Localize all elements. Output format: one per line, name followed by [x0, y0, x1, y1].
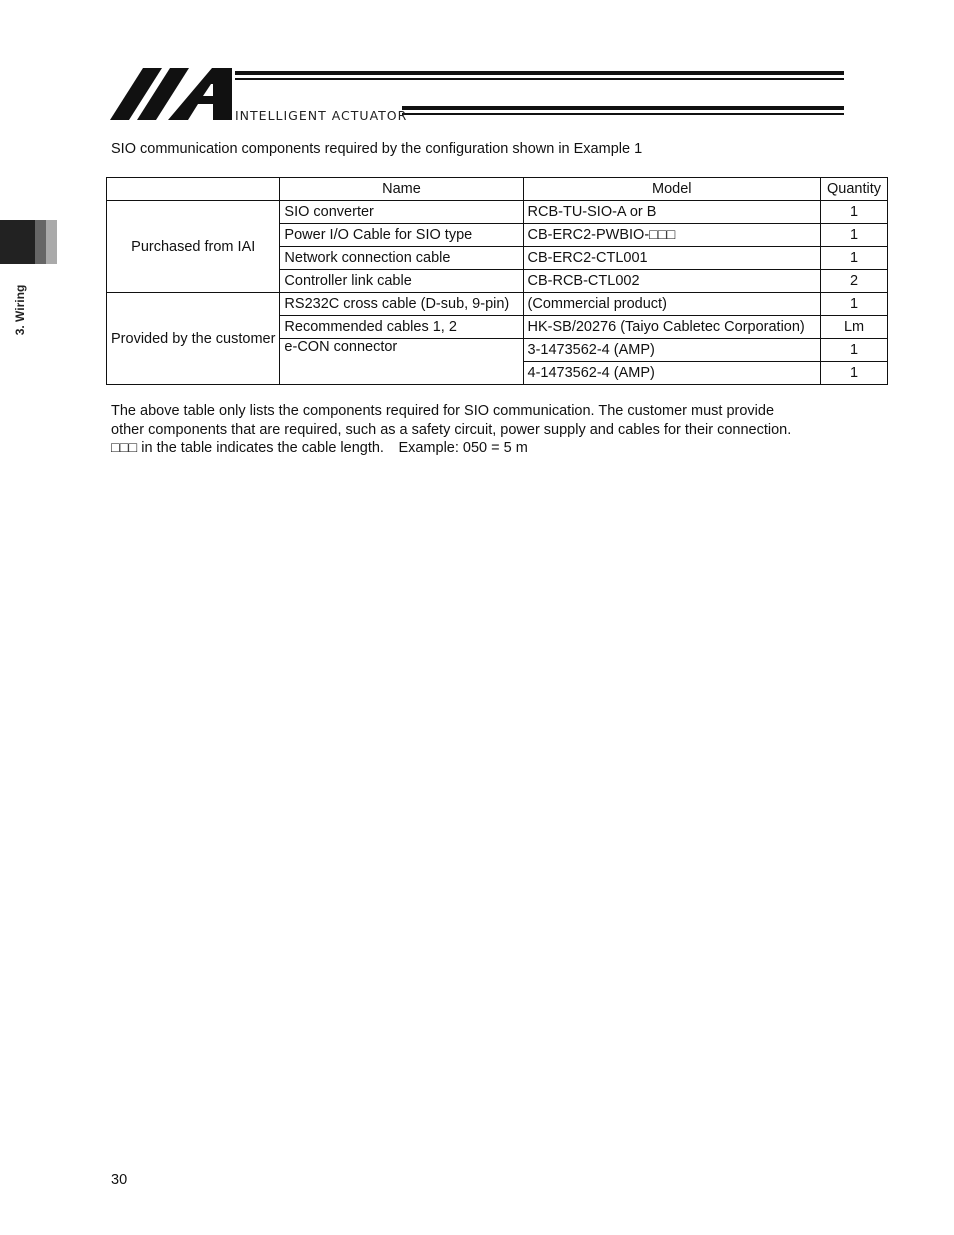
cell-quantity: 1 [821, 339, 888, 362]
cell-model: 4-1473562-4 (AMP) [523, 362, 821, 385]
group-label: Provided by the customer [107, 293, 280, 385]
logo-wordmark: INTELLIGENT ACTUATOR [235, 108, 408, 123]
cell-quantity: 1 [821, 362, 888, 385]
components-table [106, 177, 888, 385]
chapter-label: 3. Wiring [13, 284, 27, 336]
intro-text: SIO communication components required by the configuration shown in Example 1 [111, 141, 643, 157]
cell-model: CB-RCB-CTL002 [523, 270, 821, 293]
cell-quantity: 1 [821, 201, 888, 224]
cell-name: SIO converter [280, 201, 523, 224]
cell-name: e-CON connector [280, 339, 523, 385]
table-header-row [107, 178, 888, 201]
cell-name: Recommended cables 1, 2 [280, 316, 523, 339]
cell-quantity: Lm [821, 316, 888, 339]
table-row [107, 201, 888, 224]
iai-logo-mark [110, 68, 845, 126]
cell-model: CB-ERC2-PWBIO-□□□ [523, 224, 821, 247]
header-name: Name [280, 178, 523, 201]
company-logo [110, 68, 845, 126]
cell-quantity: 1 [821, 293, 888, 316]
chapter-tab [0, 220, 57, 264]
note-line: □□□ in the table indicates the cable length. Example: 050 = 5 m [111, 440, 528, 456]
cell-model: HK-SB/20276 (Taiyo Cabletec Corporation) [523, 316, 821, 339]
notes [111, 402, 791, 458]
header-quantity: Quantity [821, 178, 888, 201]
cell-model: 3-1473562-4 (AMP) [523, 339, 821, 362]
cell-name: Network connection cable [280, 247, 523, 270]
cell-quantity: 1 [821, 224, 888, 247]
cell-quantity: 1 [821, 247, 888, 270]
cell-model: RCB-TU-SIO-A or B [523, 201, 821, 224]
cell-name: RS232C cross cable (D-sub, 9-pin) [280, 293, 523, 316]
header-model: Model [523, 178, 821, 201]
cell-name: Controller link cable [280, 270, 523, 293]
note-line: The above table only lists the components required for SIO communication. The customer must provide [111, 403, 775, 419]
cell-quantity: 2 [821, 270, 888, 293]
table-row [107, 293, 888, 316]
header-group [107, 178, 280, 201]
page-number: 30 [111, 1172, 128, 1188]
note-line: other components that are required, such as a safety circuit, power supply and cables for their connection. [111, 421, 792, 438]
cell-name: Power I/O Cable for SIO type [280, 224, 523, 247]
cell-model: CB-ERC2-CTL001 [523, 247, 821, 270]
group-label: Purchased from IAI [107, 201, 280, 293]
cell-model: (Commercial product) [523, 293, 821, 316]
